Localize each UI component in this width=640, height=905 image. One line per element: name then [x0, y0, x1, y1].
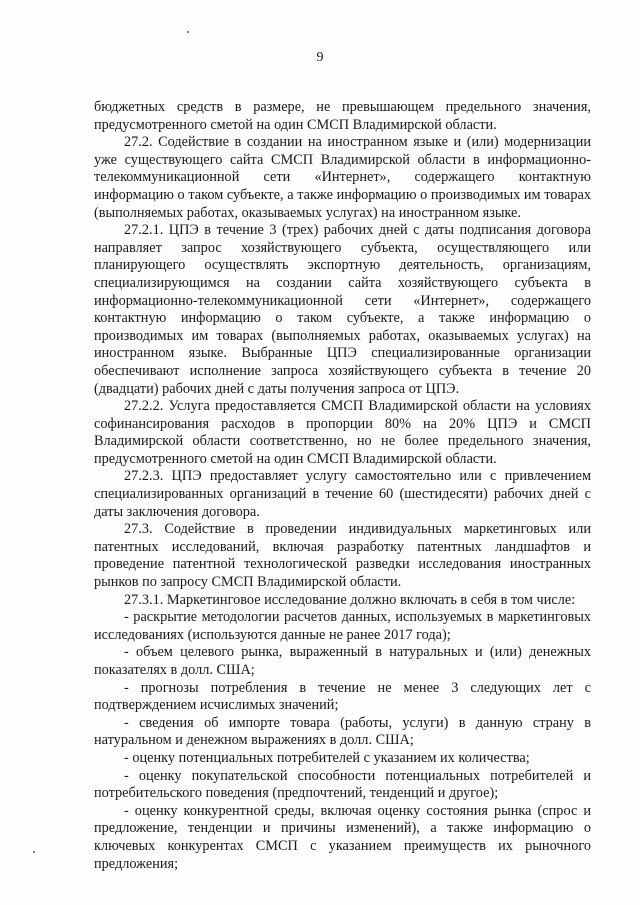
paragraph: 27.2. Содействие в создании на иностранном языке и (или) модернизации уже существующего сайта СМСП Владимирской области в информационно-телекоммуникационной сети «Интернет», содержащего контактную информацию о таком субъекте, а также информацию о производимых им товарах (выполняемых работах, оказываемых услугах) на иностранном языке. — [94, 134, 591, 221]
paragraph: 27.3.1. Маркетинговое исследование должно включать в себя в том числе: — [124, 591, 576, 608]
paragraph: - оценку потенциальных потребителей с указанием их количества; — [124, 749, 530, 766]
paragraph: 27.3. Содействие в проведении индивидуальных маркетинговых или патентных исследований, включая разработку патентных ландшафтов и проведение патентной технологической разведки исследования иностранных рынков по запросу СМСП Владимирской области. — [94, 521, 591, 591]
document-body — [94, 99, 591, 873]
paragraph: - объем целевого рынка, выраженный в натуральных и (или) денежных показателях в долл. США; — [94, 644, 591, 678]
scan-artifact — [187, 31, 189, 33]
paragraph: 27.2.2. Услуга предоставляется СМСП Владимирской области на условиях софинансирования расходов в пропорции 80% на 20% ЦПЭ и СМСП Владимирской области соответственно, но не более предельного значения, предусмотренного сметой на один СМСП Владимирской области. — [94, 398, 591, 467]
paragraph: бюджетных средств в размере, не превышающем предельного значения, предусмотренного сметой на один СМСП Владимирской области. — [94, 99, 591, 133]
paragraph: - оценку конкурентной среды, включая оценку состояния рынка (спрос и предложение, тенденции и причины изменений), а также информацию о ключевых конкурентах СМСП с указанием преимуществ их рыночного предложения; — [94, 802, 591, 872]
scan-artifact — [33, 851, 35, 853]
paragraph: - оценку покупательской способности потенциальных потребителей и потребительского поведения (предпочтений, тенденций и другое); — [94, 767, 591, 802]
paragraph: - сведения об импорте товара (работы, услуги) в данную страну в натуральном и денежном выражениях в долл. США; — [94, 714, 591, 749]
page-number: 9 — [316, 50, 324, 65]
paragraph: - раскрытие методологии расчетов данных, используемых в маркетинговых исследованиях (используются данные не ранее 2017 года); — [94, 609, 591, 643]
paragraph: 27.2.1. ЦПЭ в течение 3 (трех) рабочих дней с даты подписания договора направляет запрос хозяйствующего субъекта, осуществляющего или планирующего осуществлять экспортную деятельность, организациям, специализирующимся на создании сайта хозяйствующего субъекта в информационно-телекоммуникационной сети «Интернет», содержащего контактную информацию о таком субъекте, а также информацию о производимых им товарах (выполняемых работах, оказываемых услугах) на иностранном языке. Выбранные ЦПЭ специализированные организации обеспечивают исполнение запроса хозяйствующего субъекта в течение 20 (двадцати) рабочих дней с даты получения запроса от ЦПЭ. — [94, 222, 591, 397]
paragraph: 27.2.3. ЦПЭ предоставляет услугу самостоятельно или с привлечением специализированных организаций в течение 60 (шестидесяти) рабочих дней с даты заключения договора. — [94, 468, 591, 520]
paragraph: - прогнозы потребления в течение не менее 3 следующих лет с подтверждением исчислимых значений; — [94, 679, 591, 714]
